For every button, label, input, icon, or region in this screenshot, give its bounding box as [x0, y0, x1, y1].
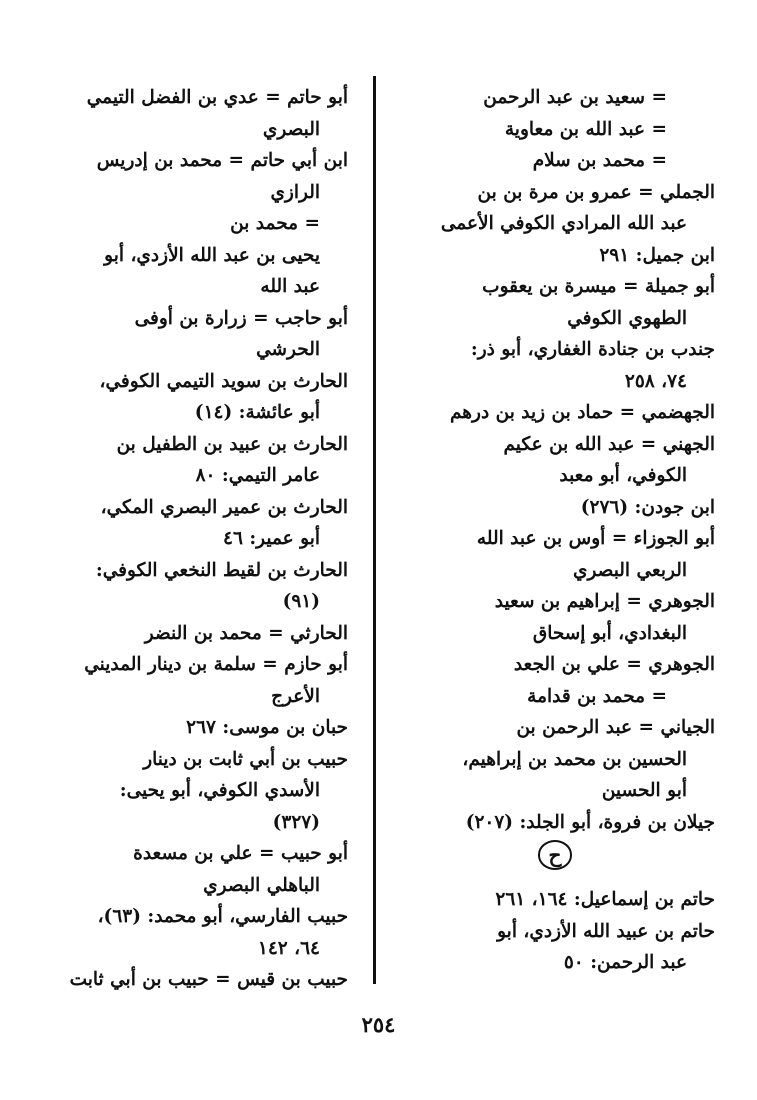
section-header — [395, 838, 715, 884]
index-entry: حبيب بن أبي ثابت بن دينار — [143, 748, 348, 770]
index-entry: الجياني = عبد الرحمن بن — [516, 717, 715, 738]
index-entry: الحرشي — [256, 339, 320, 360]
index-entry: (٣٢٧) — [272, 811, 320, 833]
index-entry: الحارث بن لقيط النخعي الكوفي: — [95, 559, 348, 581]
index-entry: = سعيد بن عبد الرحمن — [483, 87, 667, 108]
index-entry: جندب بن جنادة الغفاري، أبو ذر: — [470, 339, 715, 360]
index-entry: الجوهري = علي بن الجعد — [513, 654, 715, 675]
index-entry: أبو حاتم = عدي بن الفضل التيمي — [86, 87, 348, 108]
index-entry: حبيب بن قيس = حبيب بن أبي ثابت — [69, 969, 348, 990]
index-entry: جيلان بن فروة، أبو الجلد: (٢٠٧) — [465, 811, 715, 833]
index-entry: عبد الرحمن: ٥٠ — [563, 952, 687, 973]
index-entry: أبو حبيب = علي بن مسعدة — [133, 843, 348, 864]
index-entry: الباهلي البصري — [203, 874, 320, 896]
index-entry: الأعرج — [271, 685, 320, 707]
index-entry: الحارثي = محمد بن النضر — [144, 622, 348, 644]
index-entry: عبد الله — [260, 276, 320, 297]
index-entry: الجملي = عمرو بن مرة بن بن — [477, 181, 715, 203]
index-entry: الرازي — [270, 181, 320, 203]
index-entry: = محمد بن — [230, 213, 320, 234]
index-entry: حاتم بن عبيد الله الأزدي، أبو — [497, 920, 715, 942]
index-entry: = محمد بن سلام — [532, 150, 667, 171]
index-entry: = محمد بن قدامة — [527, 685, 667, 707]
index-entry: أبو حازم = سلمة بن دينار المديني — [84, 654, 348, 675]
index-entry: أبو جميلة = ميسرة بن يعقوب — [482, 276, 715, 297]
index-entry: ابن جودن: (٢٧٦) — [580, 496, 715, 518]
index-entry: عامر التيمي: ٨٠ — [195, 465, 320, 486]
index-entry: حاتم بن إسماعيل: ١٦٤، ٢٦١ — [495, 889, 715, 910]
index-entry: أبو عائشة: (١٤) — [194, 402, 320, 423]
index-entry: الجهضمي = حماد بن زيد بن درهم — [449, 402, 715, 423]
column-divider — [373, 76, 376, 984]
section-letter: ح — [538, 840, 573, 870]
index-entry: البغدادي، أبو إسحاق — [532, 622, 687, 644]
index-entry: يحيى بن عبد الله الأزدي، أبو — [104, 244, 320, 266]
right-column — [395, 82, 715, 979]
index-entry: أبو الحسين — [601, 780, 687, 801]
index-entry: الجهني = عبد الله بن عكيم — [503, 433, 715, 455]
index-entry: البصري — [262, 118, 320, 140]
index-entry: = عبد الله بن معاوية — [504, 118, 667, 140]
index-entry: أبو الجوزاء = أوس بن عبد الله — [476, 528, 715, 549]
index-entry: ٦٤، ١٤٢ — [257, 937, 320, 959]
index-entry: حبيب الفارسي، أبو محمد: (٦٣)، — [97, 906, 348, 927]
index-entry: الطهوي الكوفي — [567, 307, 687, 329]
index-entry: الأسدي الكوفي، أبو يحيى: — [119, 780, 320, 801]
index-entry: (٩١) — [282, 591, 320, 612]
index-entry: الحارث بن سويد التيمي الكوفي، — [99, 370, 348, 392]
index-entry: ابن جميل: ٢٩١ — [599, 244, 715, 266]
index-entry: عبد الله المرادي الكوفي الأعمى — [440, 213, 687, 234]
index-entry: ٧٤، ٢٥٨ — [624, 370, 687, 392]
left-column — [28, 82, 348, 996]
page-number: ٢٥٤ — [361, 1012, 396, 1037]
index-entry: الحارث بن عبيد بن الطفيل بن — [116, 433, 348, 455]
index-entry: أبو حاجب = زرارة بن أوفى — [134, 307, 348, 329]
index-entry: حبان بن موسى: ٢٦٧ — [186, 717, 348, 738]
index-entry: الجوهري = إبراهيم بن سعيد — [494, 591, 715, 612]
index-entry: الحسين بن محمد بن إبراهيم، — [462, 748, 687, 770]
index-entry: الحارث بن عمير البصري المكي، — [100, 496, 348, 518]
index-entry: الربعي البصري — [572, 559, 687, 581]
index-entry: أبو عمير: ٤٦ — [223, 528, 320, 549]
index-entry: ابن أبي حاتم = محمد بن إدريس — [96, 150, 348, 171]
index-entry: الكوفي، أبو معبد — [559, 465, 687, 486]
